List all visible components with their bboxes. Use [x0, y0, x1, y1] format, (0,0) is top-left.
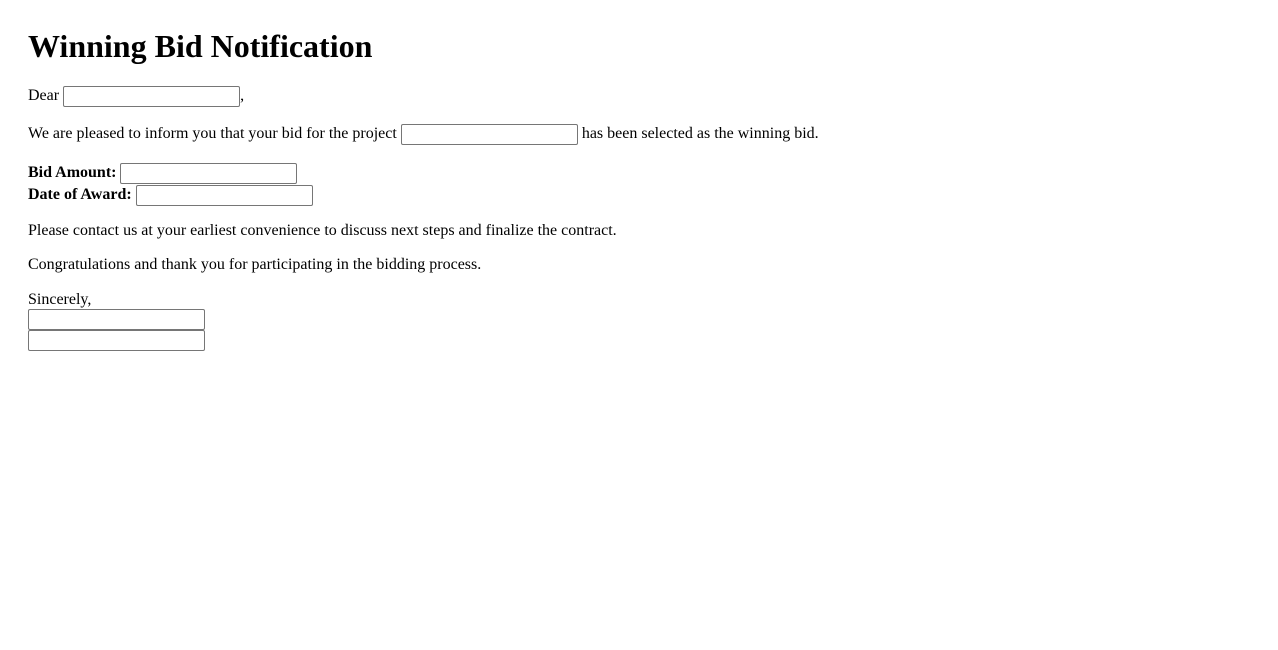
project-line [28, 124, 1250, 145]
date-of-award-row [28, 184, 1250, 206]
congratulations-paragraph: Congratulations and thank you for participating in the bidding process. [28, 255, 482, 273]
signer-title-input[interactable] [28, 330, 205, 351]
bid-amount-label: Bid Amount: [28, 164, 117, 181]
contact-paragraph: Please contact us at your earliest convenience to discuss next steps and finalize the contract. [28, 221, 617, 239]
greeting-suffix: , [240, 87, 245, 105]
signer-name-input[interactable] [28, 309, 205, 330]
greeting-line [28, 86, 1250, 107]
date-of-award-label: Date of Award: [28, 185, 132, 203]
bid-details [28, 162, 1250, 206]
recipient-name-input[interactable] [63, 86, 240, 107]
project-line-after: has been selected as the winning bid. [581, 125, 819, 143]
date-of-award-input[interactable] [136, 185, 313, 206]
project-line-before: We are pleased to inform you that your bid for the project [28, 125, 397, 143]
greeting-prefix: Dear [28, 87, 60, 105]
project-name-input[interactable] [401, 124, 578, 145]
page-title: Winning Bid Notification [28, 28, 373, 64]
bid-amount-row [28, 162, 1250, 184]
bid-amount-input[interactable] [120, 163, 297, 184]
signature-block [28, 291, 1250, 351]
closing-text: Sincerely, [28, 290, 92, 308]
